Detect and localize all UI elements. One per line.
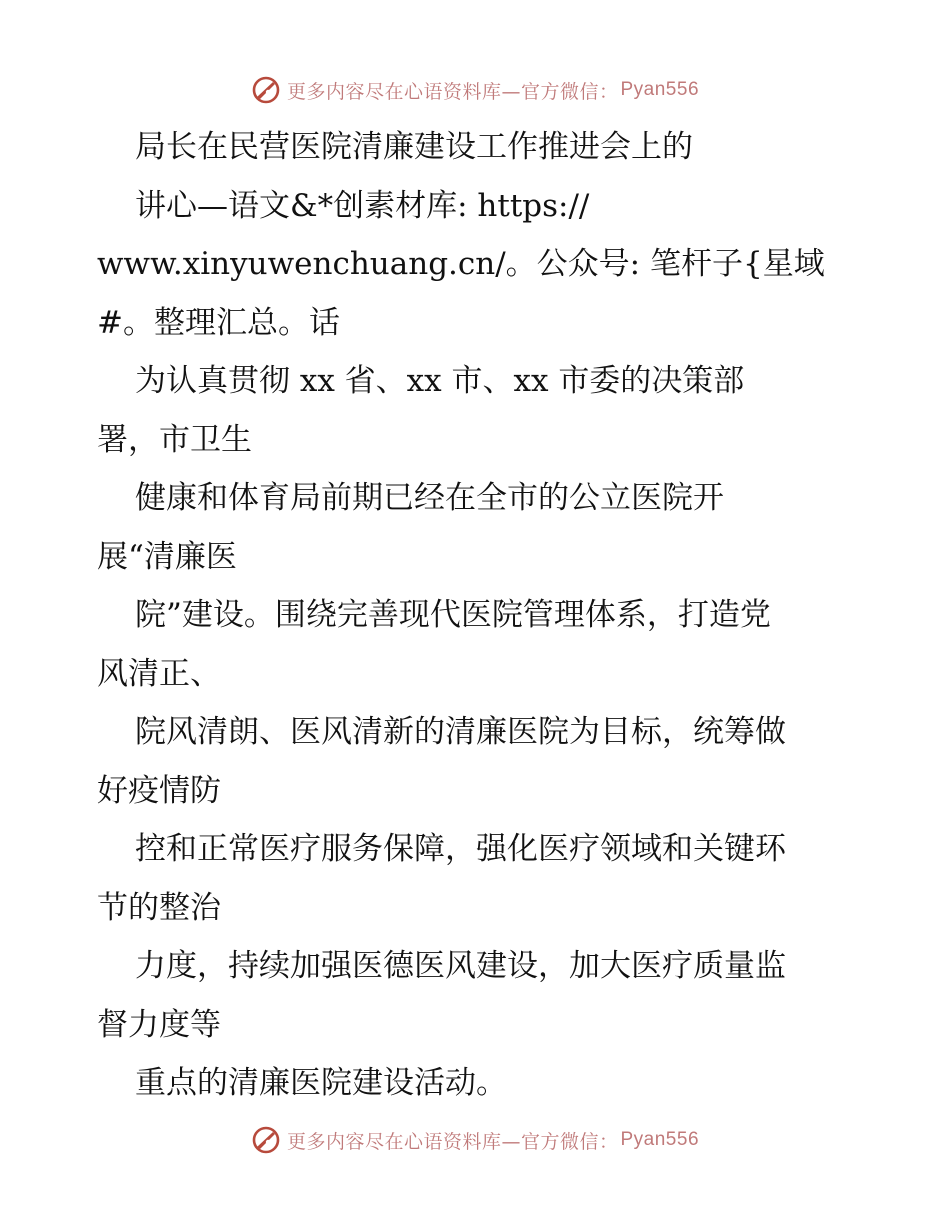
text-line: 署，市卫生 <box>97 421 252 458</box>
text-line: 力度，持续加强医德医风建设，加大医疗质量监 <box>135 948 786 984</box>
text-line: 重点的清廉医院建设活动。 <box>135 1065 507 1101</box>
text-line: 为认真贯彻 xx 省、xx 市、xx 市委的决策部 <box>135 363 745 399</box>
text-line: www.xinyuwenchuang.cn/。公众号: 笔杆子{星域 <box>97 246 825 282</box>
text-line: 风清正、 <box>97 655 221 692</box>
text-line: 院风清朗、医风清新的清廉医院为目标，统筹做 <box>135 714 786 750</box>
watermark-wechat-id: Pyan556 <box>620 79 700 100</box>
text-line: 督力度等 <box>97 1006 221 1043</box>
footer-watermark <box>0 1120 950 1160</box>
watermark-text: 更多内容尽在心语资料库—官方微信： <box>286 1130 619 1153</box>
text-line: 局长在民营医院清廉建设工作推进会上的 <box>135 129 693 165</box>
watermark-wechat-id: Pyan556 <box>620 1129 700 1150</box>
quill-logo-icon <box>251 1125 281 1155</box>
header-watermark <box>0 70 950 110</box>
document-body <box>97 118 857 1113</box>
text-line: 节的整治 <box>97 889 221 926</box>
text-line: 好疫情防 <box>97 772 221 809</box>
text-line: 控和正常医疗服务保障，强化医疗领域和关键环 <box>135 831 786 867</box>
text-line: #。整理汇总。话 <box>97 304 340 341</box>
watermark-text: 更多内容尽在心语资料库—官方微信： <box>286 80 619 103</box>
text-line: 展“清廉医 <box>97 538 237 575</box>
text-line: 健康和体育局前期已经在全市的公立医院开 <box>135 480 724 516</box>
quill-logo-icon <box>251 75 281 105</box>
text-line: 讲心—语文&*创素材库: https:// <box>135 187 590 224</box>
text-line: 院”建设。围绕完善现代医院管理体系，打造党 <box>135 597 771 633</box>
